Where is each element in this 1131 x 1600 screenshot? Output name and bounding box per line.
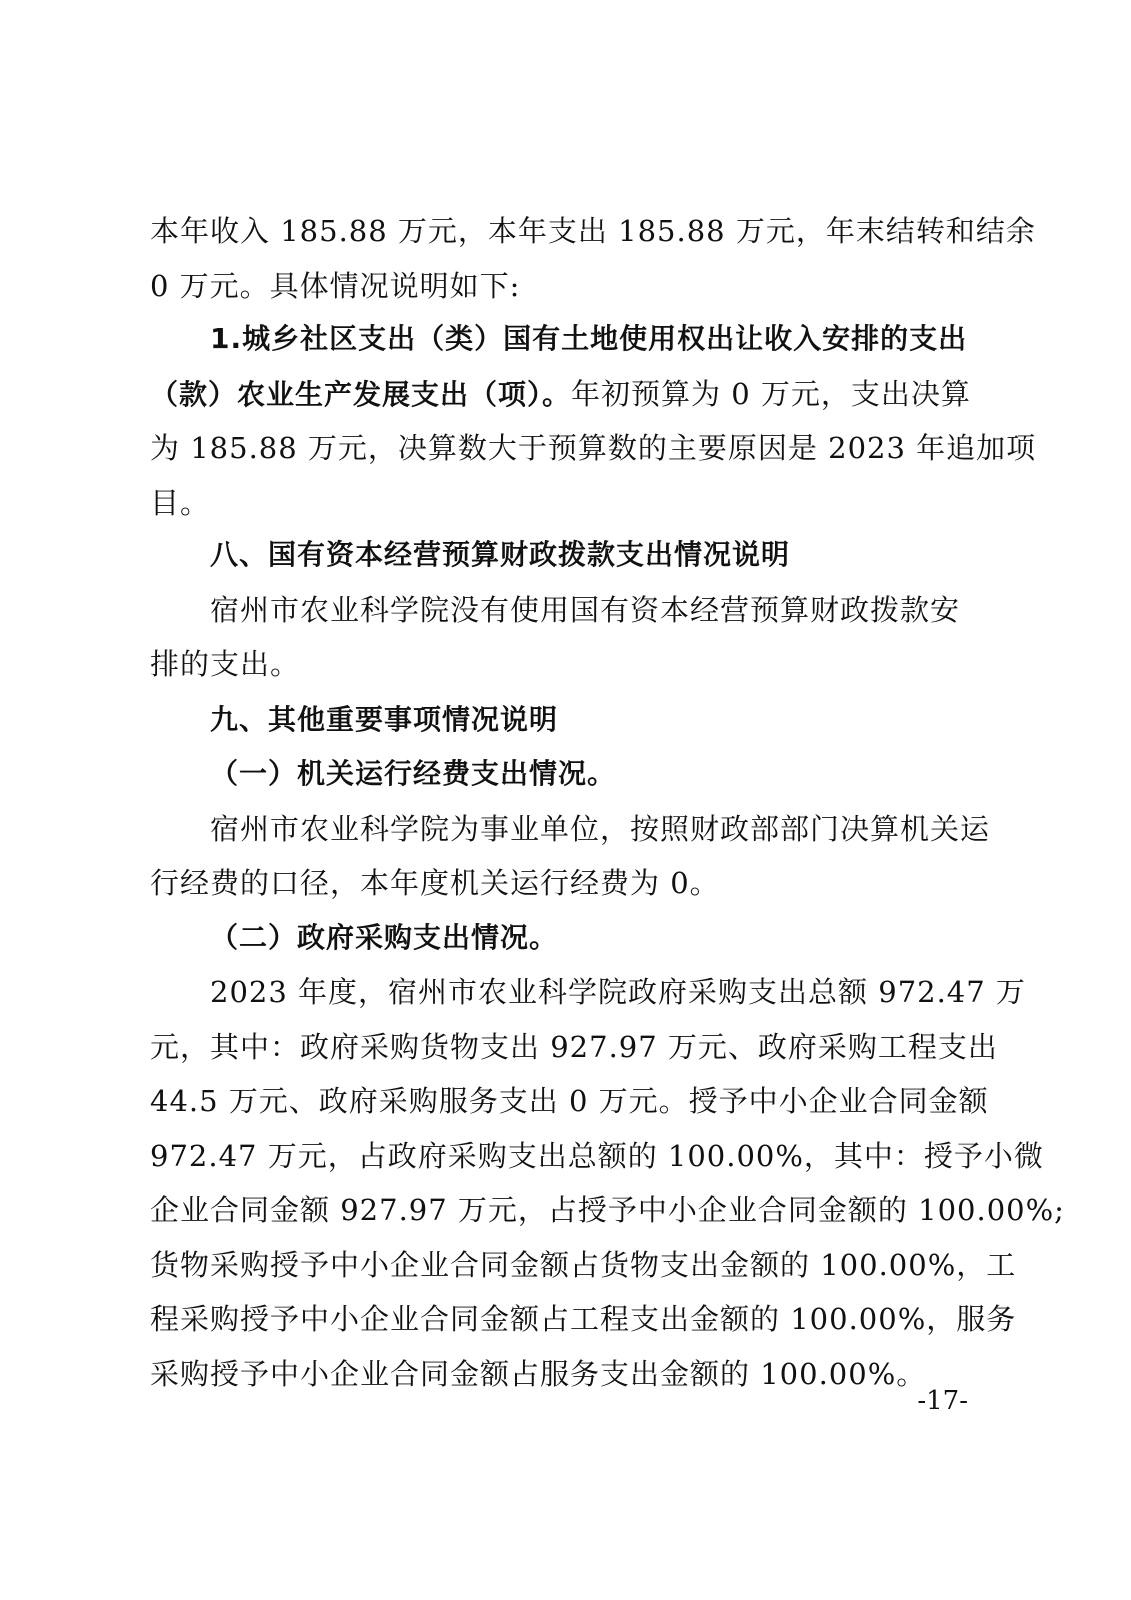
body-text-line: 为 185.88 万元，决算数大于预算数的主要原因是 2023 年追加项 bbox=[150, 431, 1037, 465]
bold-item-heading-continuation: （款）农业生产发展支出（项）。 bbox=[150, 378, 572, 411]
page-number: -17- bbox=[917, 1386, 968, 1416]
subsection-heading: （二）政府采购支出情况。 bbox=[210, 921, 559, 954]
bold-item-heading: 1.城乡社区支出（类）国有土地使用权出让收入安排的支出 bbox=[210, 322, 968, 355]
body-text-line: 元，其中：政府采购货物支出 927.97 万元、政府采购工程支出 bbox=[150, 1030, 998, 1064]
section-heading: 八、国有资本经营预算财政拨款支出情况说明 bbox=[210, 538, 791, 571]
body-text-span: 年初预算为 0 万元，支出决算 bbox=[571, 377, 971, 411]
body-text-line: 972.47 万元，占政府采购支出总额的 100.00%，其中：授予小微 bbox=[150, 1139, 1044, 1173]
subsection-heading: （一）机关运行经费支出情况。 bbox=[210, 757, 617, 790]
body-text-line: 宿州市农业科学院没有使用国有资本经营预算财政拨款安 bbox=[210, 593, 961, 627]
body-text-line: 采购授予中小企业合同金额占服务支出金额的 100.00%。 bbox=[150, 1357, 927, 1391]
mixed-text-line bbox=[150, 374, 980, 414]
body-text-line: 44.5 万元、政府采购服务支出 0 万元。授予中小企业合同金额 bbox=[150, 1084, 989, 1118]
body-text-line: 程采购授予中小企业合同金额占工程支出金额的 100.00%，服务 bbox=[150, 1302, 1017, 1336]
body-text-line: 行经费的口径，本年度机关运行经费为 0。 bbox=[150, 866, 720, 900]
body-text-line: 本年收入 185.88 万元，本年支出 185.88 万元，年末结转和结余 bbox=[150, 214, 1036, 248]
body-text-line: 2023 年度，宿州市农业科学院政府采购支出总额 972.47 万 bbox=[210, 975, 1026, 1009]
body-text-line: 货物采购授予中小企业合同金额占货物支出金额的 100.00%，工 bbox=[150, 1248, 1017, 1282]
body-text-line: 目。 bbox=[150, 486, 211, 520]
body-text-line: 企业合同金额 927.97 万元，占授予中小企业合同金额的 100.00%; bbox=[150, 1193, 1065, 1227]
body-text-line: 宿州市农业科学院为事业单位，按照财政部部门决算机关运 bbox=[210, 812, 991, 846]
body-text-line: 0 万元。具体情况说明如下: bbox=[150, 269, 521, 303]
body-text-line: 排的支出。 bbox=[150, 647, 301, 681]
section-heading: 九、其他重要事项情况说明 bbox=[210, 703, 559, 736]
